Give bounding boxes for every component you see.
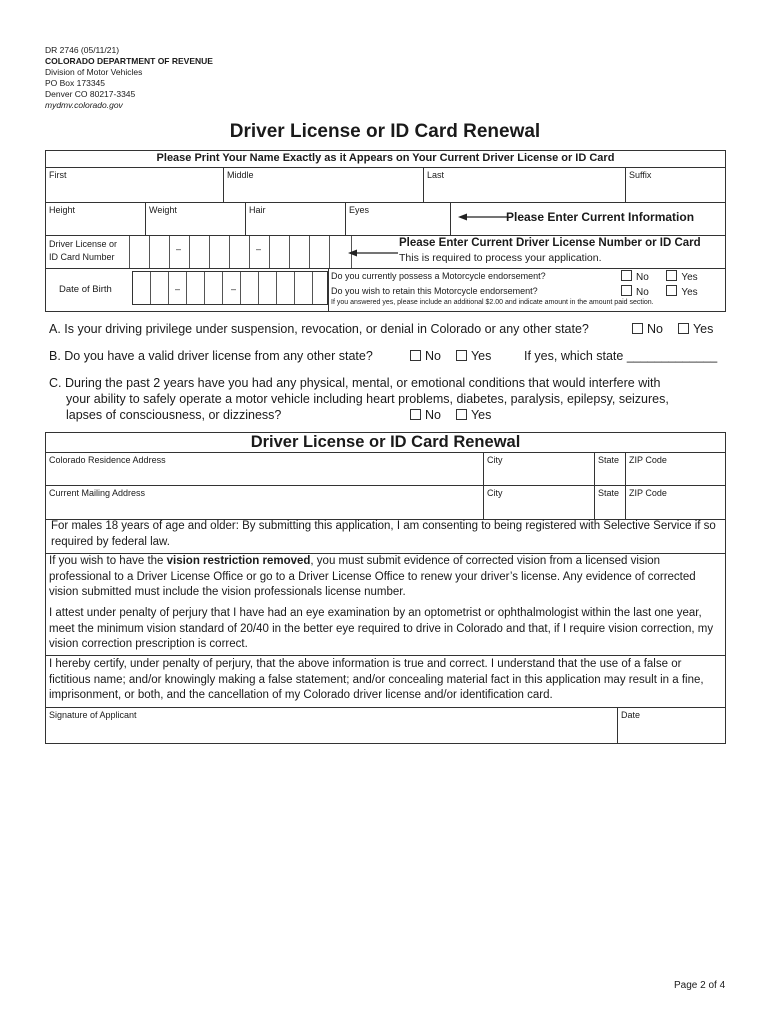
- moto-q1-yes-checkbox[interactable]: [666, 270, 677, 281]
- mailing-label: Current Mailing Address: [49, 488, 146, 498]
- website: mydmv.colorado.gov: [45, 100, 123, 110]
- agency-header: [45, 45, 213, 111]
- last-label: Last: [427, 170, 445, 180]
- date-label: Date: [621, 710, 641, 720]
- eyes-field[interactable]: [346, 203, 450, 235]
- moto-q1: Do you currently possess a Motorcycle endorsement?: [331, 271, 546, 281]
- question-c-line1: C. During the past 2 years have you had any physical, mental, or emotional conditions that would interfere with: [49, 376, 661, 390]
- moto-q2-no-checkbox[interactable]: [621, 285, 632, 296]
- dl-note: Please Enter Current Driver License Number or ID Card: [399, 237, 701, 249]
- question-b-no-checkbox[interactable]: [410, 350, 421, 361]
- question-b-options: [410, 349, 491, 363]
- first-label: First: [49, 170, 67, 180]
- question-b: B. Do you have a valid driver license from any other state?: [49, 349, 373, 363]
- form-id: DR 2746 (05/11/21): [45, 45, 120, 55]
- signature-field[interactable]: [46, 708, 617, 743]
- dl-label-line2: ID Card Number: [49, 252, 115, 262]
- residence-address-field[interactable]: [46, 453, 483, 485]
- dob-input[interactable]: [132, 271, 328, 305]
- residence-state-field[interactable]: [595, 453, 625, 485]
- weight-field[interactable]: [146, 203, 245, 235]
- arrow-left-icon: [348, 245, 398, 255]
- question-b-yes-checkbox[interactable]: [456, 350, 467, 361]
- dob-dash-2: –: [231, 284, 237, 294]
- selective-service-statement: For males 18 years of age and older: By submitting this application, I am consenting to being registered with Selective Service if so required by federal law.: [51, 520, 716, 548]
- dl-dash-2: –: [256, 244, 262, 254]
- question-c-options: [410, 408, 491, 422]
- yes-label: Yes: [681, 272, 698, 283]
- residence-city-field[interactable]: [484, 453, 594, 485]
- hair-label: Hair: [249, 205, 266, 215]
- middle-name-field[interactable]: [224, 168, 423, 202]
- question-a-options: [632, 322, 713, 336]
- department-name: COLORADO DEPARTMENT OF REVENUE: [45, 56, 213, 66]
- attest-statement: I attest under penalty of perjury that I have had an eye examination by an optometrist or ophthalmologist within the last one year, meet the minimum vision standard of 20/40 in the better eye required to drive in Colorado and that, if I require vision correction, my vision correction prescription is correct.: [49, 607, 714, 650]
- moto-q2: Do you wish to retain this Motorcycle endorsement?: [331, 286, 538, 296]
- question-c-yes-checkbox[interactable]: [456, 409, 467, 420]
- po-box: PO Box 173345: [45, 78, 106, 88]
- question-a-no-checkbox[interactable]: [632, 323, 643, 334]
- moto-q2-options: [621, 285, 698, 298]
- name-heading: Please Print Your Name Exactly as it Appears on Your Current Driver License or ID Card: [156, 152, 615, 164]
- vision-bold: vision restriction removed: [166, 555, 311, 567]
- mailing-address-field[interactable]: [46, 486, 483, 519]
- moto-q2-yes-checkbox[interactable]: [666, 285, 677, 296]
- yes-label: Yes: [470, 408, 492, 422]
- moto-q1-options: [621, 270, 698, 283]
- top-form-box: [45, 150, 726, 312]
- state-label: State: [598, 488, 620, 498]
- dl-subnote: This is required to process your application.: [399, 252, 602, 264]
- page-number: Page 2 of 4: [674, 980, 726, 991]
- last-name-field[interactable]: [424, 168, 625, 202]
- mailing-zip-field[interactable]: [626, 486, 725, 519]
- suffix-label: Suffix: [629, 170, 652, 180]
- question-a-yes-checkbox[interactable]: [678, 323, 689, 334]
- city-label: City: [487, 455, 503, 465]
- signature-label: Signature of Applicant: [49, 710, 137, 720]
- address-box: [45, 432, 726, 744]
- dl-label-line1: Driver License or: [49, 239, 118, 249]
- question-c-no-checkbox[interactable]: [410, 409, 421, 420]
- height-field[interactable]: [46, 203, 145, 235]
- mailing-city-field[interactable]: [484, 486, 594, 519]
- question-b-which-state[interactable]: If yes, which state _____________: [524, 349, 718, 363]
- dob-dash-1: –: [175, 284, 181, 294]
- city-line: Denver CO 80217-3345: [45, 89, 136, 99]
- eyes-label: Eyes: [349, 205, 370, 215]
- height-label: Height: [49, 205, 76, 215]
- zip-label: ZIP Code: [629, 488, 667, 498]
- yes-label: Yes: [470, 349, 492, 363]
- address-heading: Driver License or ID Card Renewal: [250, 433, 521, 451]
- mailing-state-field[interactable]: [595, 486, 625, 519]
- page-title: Driver License or ID Card Renewal: [229, 121, 541, 142]
- division-name: Division of Motor Vehicles: [45, 67, 143, 77]
- suffix-field[interactable]: [626, 168, 725, 202]
- current-info-note: Please Enter Current Information: [506, 210, 695, 224]
- date-field[interactable]: [618, 708, 725, 743]
- dl-number-input[interactable]: [129, 236, 352, 268]
- dl-label: [49, 238, 117, 264]
- no-label: No: [425, 349, 441, 363]
- dl-dash-1: –: [176, 244, 182, 254]
- yes-label: Yes: [681, 287, 698, 298]
- middle-label: Middle: [227, 170, 254, 180]
- state-label: State: [598, 455, 620, 465]
- certify-statement: I hereby certify, under penalty of perjury, that the above information is true and correct. I understand that the use of a false or fictitious name; and/or knowingly making a false statement; and/or concealing material fact in this application may result in a fine, imprisonment, or both, and the cancellation of my Colorado driver license and/or identification card.: [49, 658, 704, 701]
- weight-label: Weight: [149, 205, 177, 215]
- city-label: City: [487, 488, 503, 498]
- hair-field[interactable]: [246, 203, 345, 235]
- vision-pre: If you wish to have the: [49, 555, 167, 567]
- yes-label: Yes: [692, 322, 714, 336]
- question-c-line2: your ability to safely operate a motor vehicle including heart problems, diabetes, paralysis, epilepsy, seizures,: [66, 392, 669, 406]
- question-a: A. Is your driving privilege under suspension, revocation, or denial in Colorado or any other state?: [49, 322, 589, 336]
- moto-q1-no-checkbox[interactable]: [621, 270, 632, 281]
- no-label: No: [636, 272, 649, 283]
- residence-zip-field[interactable]: [626, 453, 725, 485]
- zip-label: ZIP Code: [629, 455, 667, 465]
- no-label: No: [425, 408, 441, 422]
- moto-note: If you answered yes, please include an additional $2.00 and indicate amount in the amount paid section.: [331, 299, 654, 306]
- vision-statement: [49, 554, 721, 601]
- no-label: No: [647, 322, 663, 336]
- arrow-left-icon: [458, 209, 508, 219]
- residence-label: Colorado Residence Address: [49, 455, 166, 465]
- first-name-field[interactable]: [46, 168, 223, 202]
- question-c-line3: lapses of consciousness, or dizziness?: [66, 408, 282, 422]
- vision-post: , you must submit evidence of corrected vision from a licensed vision professional to a Driver License Office or go to a Driver License Office to renew your driver’s license. Any evidence of corrected vision submitted must include the vision professionals license number.: [49, 555, 696, 598]
- no-label: No: [636, 287, 649, 298]
- dob-label: Date of Birth: [59, 284, 112, 295]
